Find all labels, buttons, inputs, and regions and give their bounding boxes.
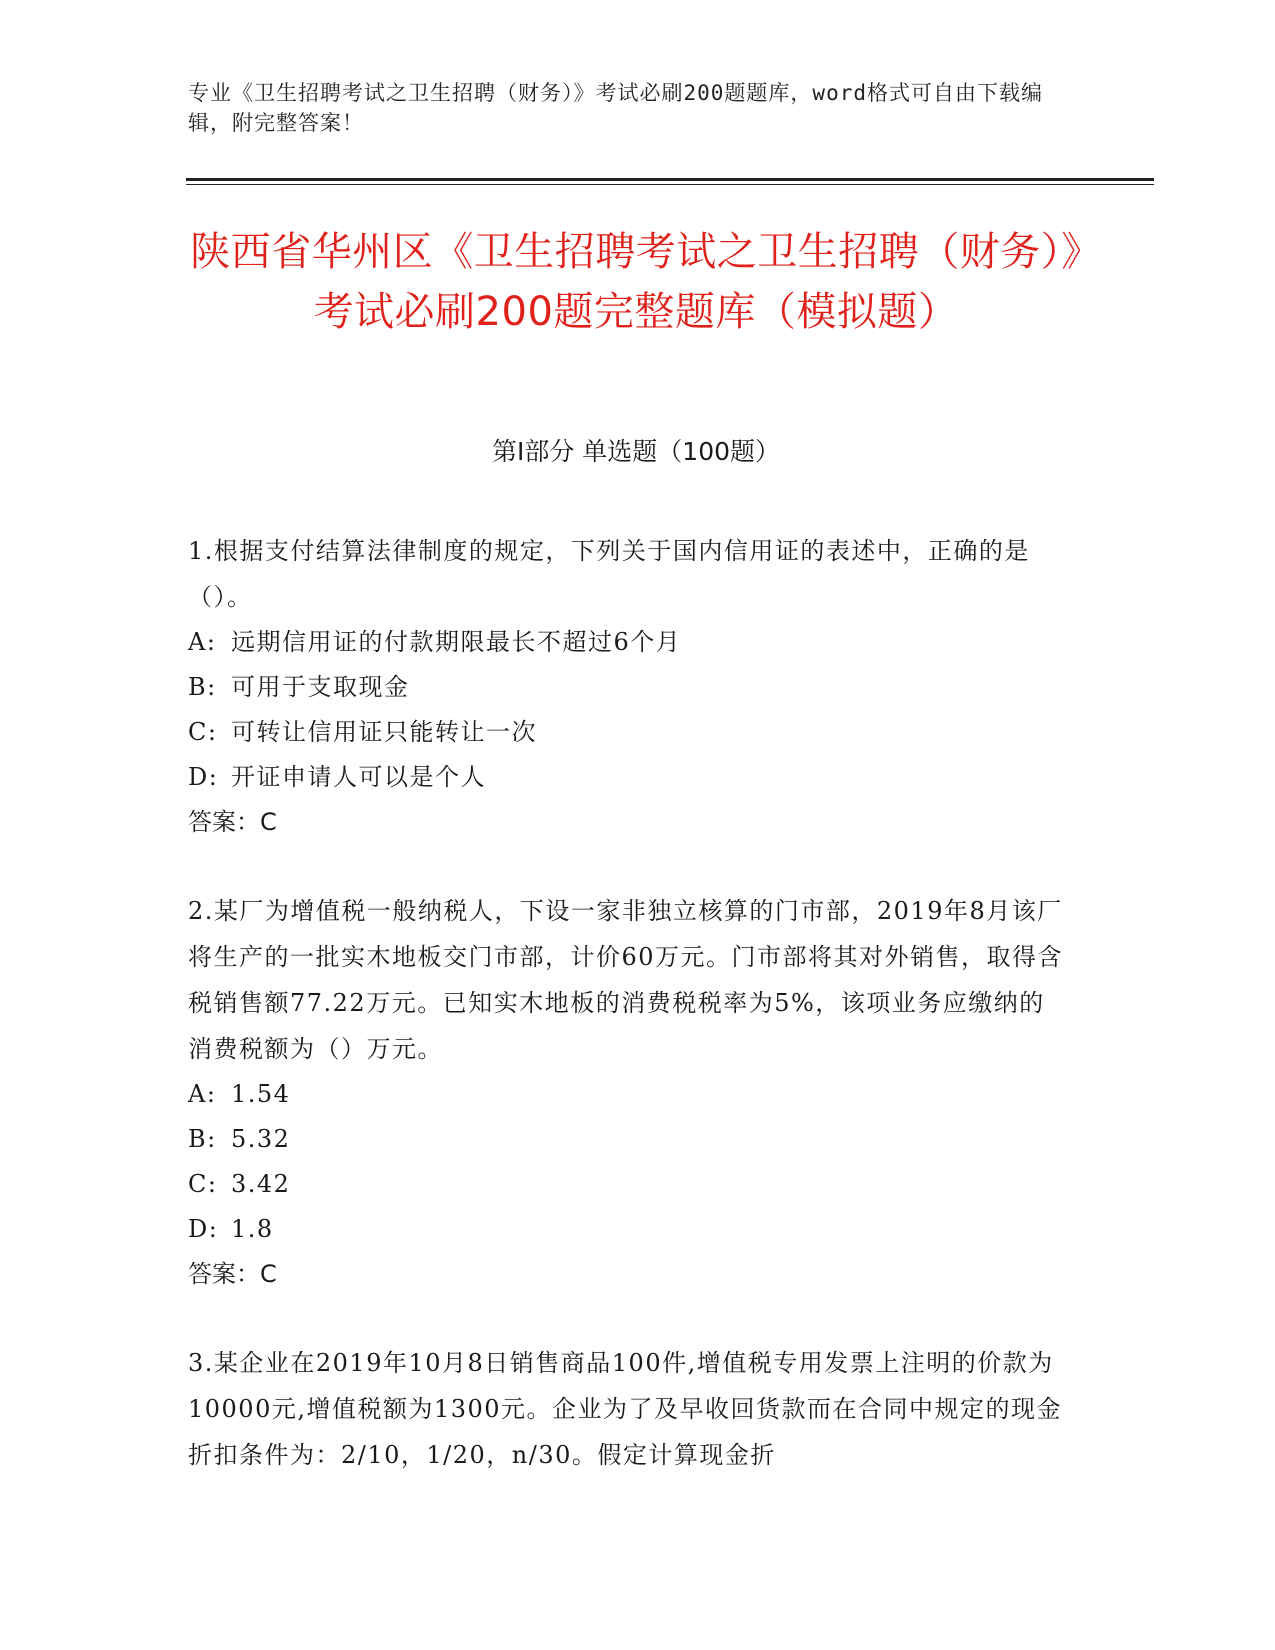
question-stem: 1.根据支付结算法律制度的规定，下列关于国内信用证的表述中，正确的是（）。 — [188, 537, 1030, 611]
option-a — [188, 1072, 1068, 1117]
option-key: C: — [188, 718, 218, 746]
option-text: 远期信用证的付款期限最长不超过6个月 — [231, 628, 682, 656]
option-key: B: — [188, 1125, 217, 1153]
document-title: 陕西省华州区《卫生招聘考试之卫生招聘（财务）》考试必刷200题完整题库（模拟题） — [190, 229, 1082, 335]
option-text: 3.42 — [231, 1170, 291, 1198]
option-d — [188, 755, 1068, 800]
header-divider-thin — [186, 184, 1154, 185]
option-b — [188, 665, 1068, 710]
option-key: A: — [188, 628, 217, 656]
option-text: 开证申请人可以是个人 — [231, 763, 486, 791]
question-stem: 2.某厂为增值税一般纳税人，下设一家非独立核算的门市部，2019年8月该厂将生产的一批实木地板交门市部，计价60万元。门市部将其对外销售，取得含税销售额77.22万元。已知实木地板的消费税税率为5%，该项业务应缴纳的消费税额为（）万元。 — [188, 897, 1064, 1063]
option-text: 可转让信用证只能转让一次 — [231, 718, 537, 746]
question-2 — [188, 888, 1068, 1297]
question-list — [188, 528, 1068, 1521]
answer: 答案：C — [188, 808, 277, 836]
section-title: 第I部分 单选题（100题） — [491, 437, 781, 466]
answer: 答案：C — [188, 1260, 277, 1288]
option-key: C: — [188, 1170, 218, 1198]
header-divider — [186, 178, 1154, 181]
option-text: 5.32 — [231, 1125, 291, 1153]
question-stem: 3.某企业在2019年10月8日销售商品100件,增值税专用发票上注明的价款为10000元,增值税额为1300元。企业为了及早收回货款而在合同中规定的现金折扣条件为：2/10，1/20，n/30。假定计算现金折 — [188, 1349, 1063, 1469]
question-1 — [188, 528, 1068, 845]
option-key: D: — [188, 1215, 219, 1243]
option-key: B: — [188, 673, 217, 701]
option-a — [188, 620, 1068, 665]
option-b — [188, 1117, 1068, 1162]
option-c — [188, 710, 1068, 755]
option-c — [188, 1162, 1068, 1207]
question-3 — [188, 1340, 1068, 1478]
option-key: D: — [188, 763, 219, 791]
header-note: 专业《卫生招聘考试之卫生招聘（财务）》考试必刷200题题库，word格式可自由下载编辑，附完整答案！ — [188, 81, 1043, 135]
option-d — [188, 1207, 1068, 1252]
option-key: A: — [188, 1080, 217, 1108]
option-text: 可用于支取现金 — [231, 673, 410, 701]
option-text: 1.54 — [231, 1080, 291, 1108]
option-text: 1.8 — [231, 1215, 274, 1243]
